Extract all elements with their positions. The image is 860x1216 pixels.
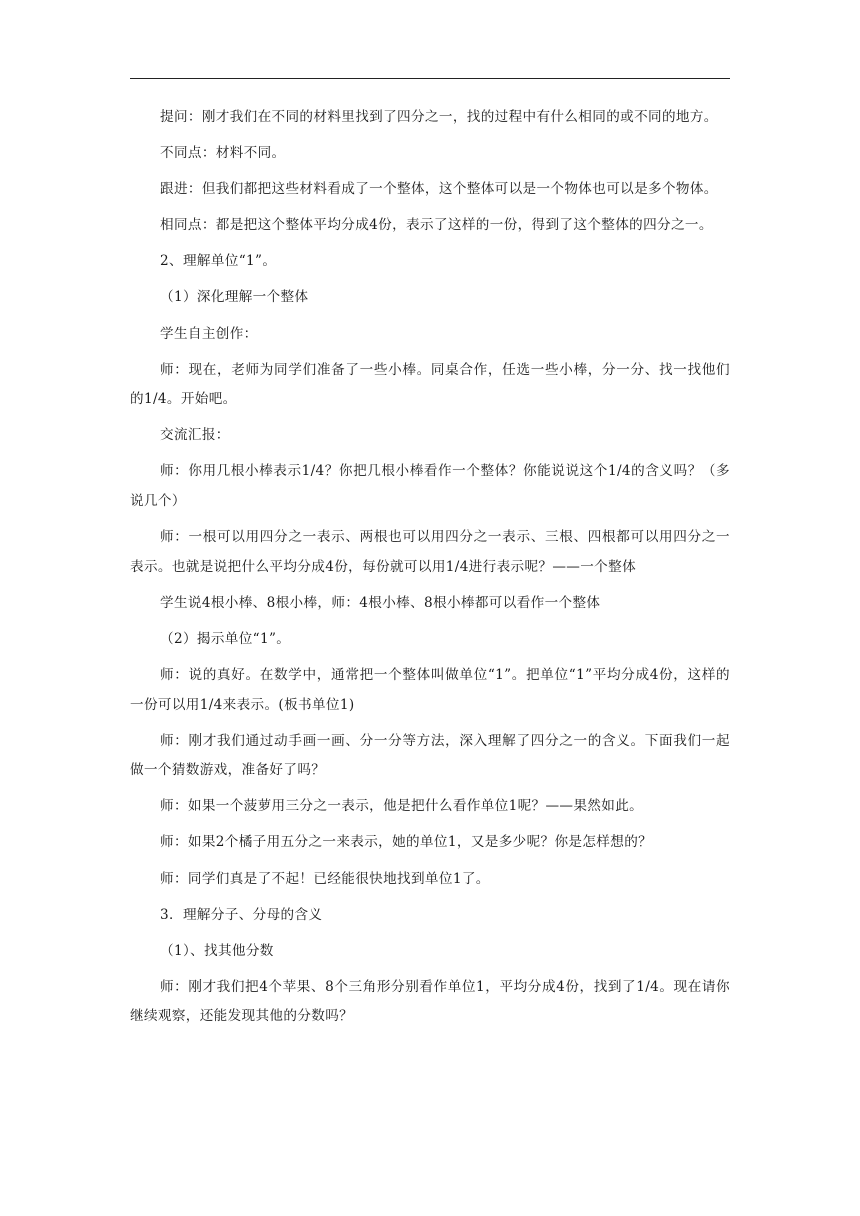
section-heading-numerator-denominator: 3．理解分子、分母的含义 (160, 906, 323, 923)
subheading-other-fractions: （1）、找其他分数 (160, 942, 274, 959)
section-heading-unit-one: 2、理解单位“1”。 (160, 253, 277, 270)
paragraph-student-creation: 学生自主创作： (160, 325, 258, 342)
paragraph-student-answer: 学生说4根小棒、8根小棒，师：4根小棒、8根小棒都可以看作一个整体 (160, 594, 601, 611)
paragraph-find-fractions: 师：刚才我们把4个苹果、8个三角形分别看作单位1，平均分成4份，找到了1/4。现在请你继续观察，还能发现其他的分数吗？ (130, 978, 730, 1025)
paragraph-report: 交流汇报： (160, 427, 230, 444)
header-rule (130, 78, 730, 79)
paragraph-teacher-sticks: 师：现在，老师为同学们准备了一些小棒。同桌合作，任选一些小棒，分一分、找一找他们的1/4。开始吧。 (130, 361, 730, 408)
subheading-reveal-unit: （2）揭示单位“1”。 (160, 630, 291, 647)
paragraph-difference: 不同点：材料不同。 (160, 145, 286, 162)
paragraph-question: 提问：刚才我们在不同的材料里找到了四分之一，找的过程中有什么相同的或不同的地方。 (160, 109, 718, 125)
document-body (130, 103, 730, 1039)
paragraph-oranges: 师：如果2个橘子用五分之一来表示，她的单位1，又是多少呢？你是怎样想的？ (160, 834, 653, 851)
paragraph-teacher-question: 师：你用几根小棒表示1/4？你把几根小棒看作一个整体？你能说说这个1/4的含义吗？（多说几个） (130, 463, 730, 510)
paragraph-unit-definition: 师：说的真好。在数学中，通常把一个整体叫做单位“1”。把单位“1”平均分成4份，这样的一份可以用1/4来表示。(板书单位1) (130, 667, 730, 713)
paragraph-pineapple: 师：如果一个菠萝用三分之一表示，他是把什么看作单位1呢？——果然如此。 (160, 798, 644, 815)
paragraph-teacher-explain: 师：一根可以用四分之一表示、两根也可以用四分之一表示、三根、四根都可以用四分之一表示。也就是说把什么平均分成4份，每份就可以用1/4进行表示呢？——一个整体 (130, 529, 730, 575)
paragraph-follow-up: 跟进：但我们都把这些材料看成了一个整体，这个整体可以是一个物体也可以是多个物体。 (160, 181, 718, 198)
paragraph-guess-game: 师：刚才我们通过动手画一画、分一分等方法，深入理解了四分之一的含义。下面我们一起做一个猜数游戏，准备好了吗？ (130, 732, 730, 779)
paragraph-praise: 师：同学们真是了不起！已经能很快地找到单位1了。 (160, 870, 490, 887)
subheading-whole: （1）深化理解一个整体 (160, 289, 309, 306)
paragraph-similarity: 相同点：都是把这个整体平均分成4份，表示了这样的一份，得到了这个整体的四分之一。 (160, 217, 713, 234)
